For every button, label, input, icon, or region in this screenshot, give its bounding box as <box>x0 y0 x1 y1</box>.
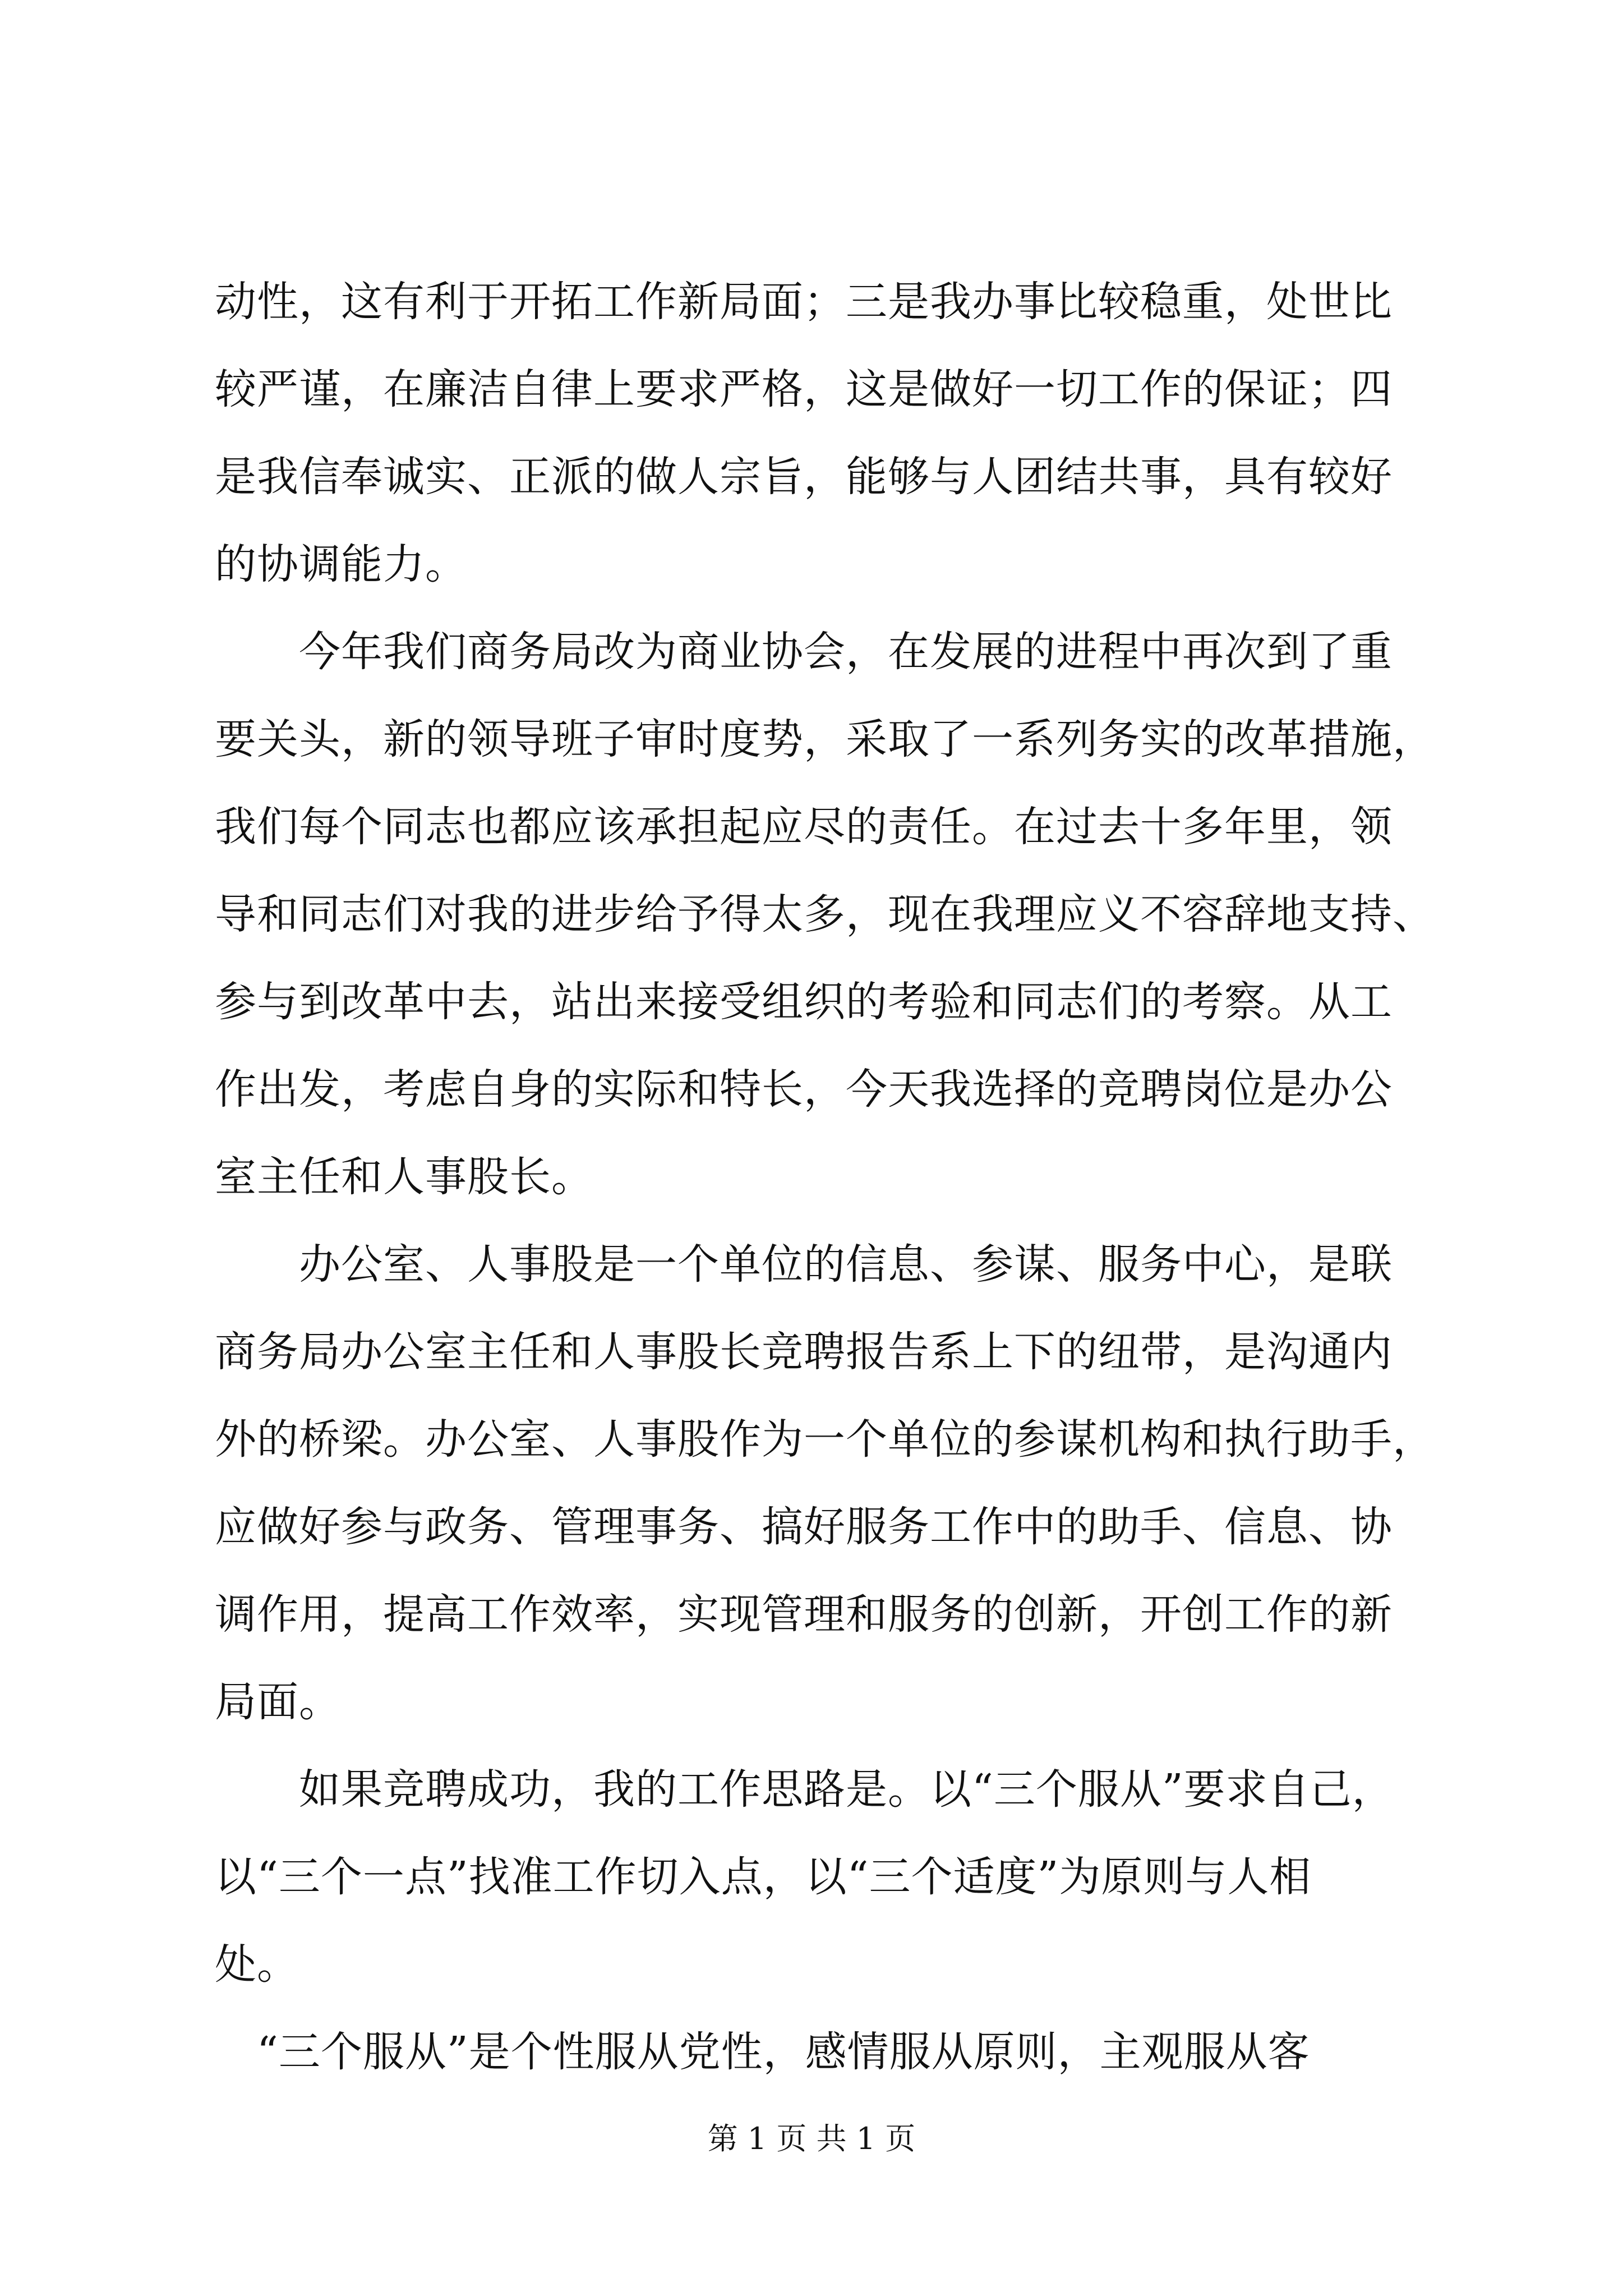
text-line: 外的桥梁。办公室、人事股作为一个单位的参谋机构和执行助手， <box>215 1415 1435 1464</box>
text-line: 导和同志们对我的进步给予得太多，现在我理应义不容辞地支持、 <box>215 890 1435 938</box>
text-line: 调作用，提高工作效率，实现管理和服务的创新，开创工作的新 <box>215 1590 1393 1639</box>
text-line: 应做好参与政务、管理事务、搞好服务工作中的助手、信息、协 <box>215 1503 1393 1551</box>
text-line: 办公室、人事股是一个单位的信息、参谋、服务中心，是联 <box>215 1240 1393 1289</box>
text-line: 动性，这有利于开拓工作新局面；三是我办事比较稳重，处世比 <box>215 278 1393 326</box>
text-line: 作出发，考虑自身的实际和特长，今天我选择的竞聘岗位是办公 <box>215 1065 1393 1114</box>
paragraph <box>215 258 1404 608</box>
text-line: 室主任和人事股长。 <box>215 1153 593 1201</box>
text-line: 局面。 <box>215 1678 341 1726</box>
text-line: 商务局办公室主任和人事股长竞聘报告系上下的纽带，是沟通内 <box>215 1328 1393 1376</box>
paragraph <box>215 608 1435 1221</box>
text-line: 我们每个同志也都应该承担起应尽的责任。在过去十多年里，领 <box>215 803 1393 851</box>
document-body <box>215 258 1435 2096</box>
text-line: 参与到改革中去，站出来接受组织的考验和同志们的考察。从工 <box>215 978 1393 1026</box>
text-line: 处。 <box>215 1940 299 1989</box>
text-line: 的协调能力。 <box>215 540 467 588</box>
text-line: 是我信奉诚实、正派的做人宗旨，能够与人团结共事，具有较好 <box>215 453 1393 501</box>
paragraph <box>215 2008 1404 2096</box>
paragraph <box>215 1221 1435 1746</box>
text-line: 要关头，新的领导班子审时度势，采取了一系列务实的改革措施， <box>215 715 1435 763</box>
page-number-footer: 第 1 页 共 1 页 <box>707 2121 916 2156</box>
text-line: 今年我们商务局改为商业协会，在发展的进程中再次到了重 <box>215 628 1393 676</box>
paragraph <box>215 1746 1404 2008</box>
text-line: 较严谨，在廉洁自律上要求严格，这是做好一切工作的保证；四 <box>215 365 1393 413</box>
text-line: 如果竞聘成功，我的工作思路是。以“三个服从”要求自己， <box>215 1765 1394 1814</box>
text-line: 以“三个一点”找准工作切入点，以“三个适度”为原则与人相 <box>215 1853 1312 1901</box>
text-line: “三个服从”是个性服从党性，感情服从原则，主观服从客 <box>215 2028 1310 2076</box>
